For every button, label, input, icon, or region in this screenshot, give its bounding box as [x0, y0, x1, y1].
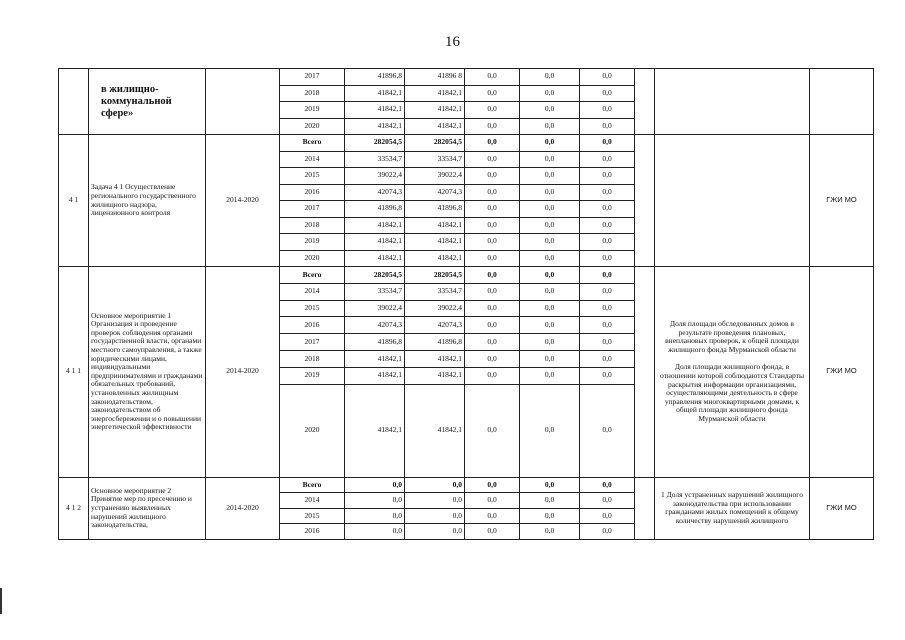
amount-cell: 0,0: [405, 477, 465, 493]
amount-cell: 0,0: [465, 508, 520, 524]
row-code: 4 1: [59, 135, 89, 267]
amount-cell: 41842,1: [405, 234, 465, 251]
amount-cell: 41842,1: [405, 217, 465, 234]
period-cell: 2014-2020: [206, 477, 280, 539]
amount-cell: 39022,4: [345, 300, 405, 317]
amount-cell: 0,0: [520, 317, 580, 334]
amount-cell: 41842,1: [405, 85, 465, 102]
amount-cell: 0,0: [345, 477, 405, 493]
amount-cell: 0,0: [580, 151, 635, 168]
indicator-cell: [655, 267, 810, 478]
amount-cell: 0,0: [520, 217, 580, 234]
amount-cell: 0,0: [580, 201, 635, 218]
amount-cell: 0,0: [465, 367, 520, 384]
table-row: [59, 69, 874, 86]
amount-cell: 0,0: [465, 267, 520, 284]
amount-cell: 0,0: [520, 524, 580, 540]
amount-cell: 0,0: [465, 201, 520, 218]
year-cell: 2017: [280, 201, 345, 218]
period-cell: 2014-2020: [206, 135, 280, 267]
amount-cell: 0,0: [580, 217, 635, 234]
amount-cell: 0,0: [520, 69, 580, 86]
amount-cell: 0,0: [520, 283, 580, 300]
amount-cell: 39022,4: [405, 168, 465, 185]
amount-cell: 41896 8: [405, 69, 465, 86]
amount-cell: 0,0: [520, 334, 580, 351]
amount-cell: 41842,1: [345, 234, 405, 251]
year-cell: 2018: [280, 85, 345, 102]
amount-cell: 0,0: [465, 69, 520, 86]
amount-cell: 0,0: [580, 168, 635, 185]
amount-cell: 41896,8: [345, 69, 405, 86]
amount-cell: 0,0: [465, 168, 520, 185]
amount-cell: 39022,4: [345, 168, 405, 185]
indicator-text: Доля площади обследованных домов в результате проведения плановых, внеплановых проверок, к общей площади жилищного фонда Мурманской области: [665, 319, 799, 354]
year-cell: 2018: [280, 350, 345, 367]
amount-cell: 33534,7: [345, 151, 405, 168]
amount-cell: 41896,8: [345, 201, 405, 218]
task-name: Основное мероприятие 1 Организация и проведение проверок соблюдения органами государственной власти, органами местного самоуправления, а также юридическими лицами, индивидуальными предпринимателями и гражданами обязательных требований, установленных жилищным законодательством, законодательством об энергосбережении и о повышении энергетической эффективности: [89, 267, 206, 478]
amount-cell: 41896,8: [405, 334, 465, 351]
amount-cell: 0,0: [580, 234, 635, 251]
amount-cell: 0,0: [465, 102, 520, 119]
executor-cell: ГЖИ МО: [810, 135, 874, 267]
total-label: Всего: [280, 477, 345, 493]
amount-cell: 41842,1: [345, 102, 405, 119]
amount-cell: 0,0: [520, 85, 580, 102]
row-code: 4 1 1: [59, 267, 89, 478]
amount-cell: 0,0: [520, 384, 580, 477]
year-cell: 2014: [280, 493, 345, 509]
amount-cell: 0,0: [520, 234, 580, 251]
amount-cell: 282054,5: [345, 267, 405, 284]
amount-cell: 41842,1: [405, 102, 465, 119]
year-cell: 2015: [280, 300, 345, 317]
amount-cell: 0,0: [580, 524, 635, 540]
year-cell: 2016: [280, 524, 345, 540]
amount-cell: 282054,5: [405, 135, 465, 152]
executor-cell: ГЖИ МО: [810, 477, 874, 539]
amount-cell: 41842,1: [405, 118, 465, 135]
amount-cell: 41896,8: [405, 201, 465, 218]
amount-cell: 0,0: [520, 102, 580, 119]
amount-cell: 0,0: [580, 477, 635, 493]
amount-cell: 0,0: [520, 267, 580, 284]
amount-cell: 0,0: [580, 135, 635, 152]
year-cell: 2014: [280, 283, 345, 300]
amount-cell: 0,0: [520, 118, 580, 135]
year-cell: 2016: [280, 317, 345, 334]
amount-cell: 0,0: [465, 493, 520, 509]
amount-cell: 0,0: [465, 184, 520, 201]
year-cell: 2014: [280, 151, 345, 168]
amount-cell: 0,0: [580, 184, 635, 201]
amount-cell: 0,0: [465, 384, 520, 477]
amount-cell: 0,0: [465, 524, 520, 540]
table-row: [59, 267, 874, 284]
amount-cell: 0,0: [580, 85, 635, 102]
amount-cell: 0,0: [520, 508, 580, 524]
amount-cell: 0,0: [405, 508, 465, 524]
amount-cell: 0,0: [465, 118, 520, 135]
amount-cell: 41842,1: [345, 384, 405, 477]
amount-cell: 0,0: [580, 334, 635, 351]
year-cell: 2019: [280, 234, 345, 251]
year-cell: 2016: [280, 184, 345, 201]
amount-cell: 0,0: [580, 317, 635, 334]
amount-cell: 41842,1: [345, 350, 405, 367]
amount-cell: 282054,5: [405, 267, 465, 284]
amount-cell: 0,0: [465, 350, 520, 367]
indicator-text: 1 Доля устраненных нарушений жилищного законодательства при использовании гражданами жилых помещений к общему количеству нарушений жилищного: [655, 477, 810, 539]
task-name: Задача 4 1 Осуществление регионального государственного жилищного надзора, лицензионного контроля: [89, 135, 206, 267]
amount-cell: 41842,1: [345, 85, 405, 102]
indicator-text: Доля площади жилищного фонда, в отношении которой соблюдаются Стандарты раскрытия информации организациями, осуществляющими деятельность в сфере управления многоквартирными домами, к общей площади жилищного фонда Мурманской области: [659, 362, 805, 423]
amount-cell: 0,0: [580, 384, 635, 477]
amount-cell: 0,0: [465, 317, 520, 334]
amount-cell: 41842,1: [345, 217, 405, 234]
total-label: Всего: [280, 135, 345, 152]
task-name: Основное мероприятие 2 Принятие мер по пресечению и устранению выявленных нарушений жилищного законодательства,: [89, 477, 206, 539]
amount-cell: 39022,4: [405, 300, 465, 317]
amount-cell: 0,0: [580, 69, 635, 86]
page-number: 16: [445, 34, 460, 50]
amount-cell: 0,0: [580, 508, 635, 524]
amount-cell: 0,0: [465, 283, 520, 300]
amount-cell: 0,0: [520, 135, 580, 152]
amount-cell: 0,0: [520, 477, 580, 493]
amount-cell: 0,0: [465, 300, 520, 317]
year-cell: 2017: [280, 334, 345, 351]
table-row: [59, 135, 874, 152]
amount-cell: 42074,3: [405, 184, 465, 201]
executor-cell: ГЖИ МО: [810, 267, 874, 478]
amount-cell: 0,0: [580, 102, 635, 119]
year-cell: 2019: [280, 102, 345, 119]
amount-cell: 42074,3: [405, 317, 465, 334]
amount-cell: 0,0: [465, 477, 520, 493]
amount-cell: 0,0: [580, 118, 635, 135]
amount-cell: 0,0: [520, 151, 580, 168]
amount-cell: 33534,7: [345, 283, 405, 300]
year-cell: 2020: [280, 384, 345, 477]
amount-cell: 33534,7: [405, 283, 465, 300]
year-cell: 2020: [280, 250, 345, 267]
amount-cell: 0,0: [580, 367, 635, 384]
scan-edge-mark: [0, 588, 2, 614]
amount-cell: 33534,7: [405, 151, 465, 168]
amount-cell: 0,0: [580, 267, 635, 284]
period-cell: 2014-2020: [206, 267, 280, 478]
amount-cell: 0,0: [405, 493, 465, 509]
amount-cell: 0,0: [580, 250, 635, 267]
amount-cell: 0,0: [580, 300, 635, 317]
year-cell: 2017: [280, 69, 345, 86]
amount-cell: 0,0: [580, 283, 635, 300]
amount-cell: 0,0: [465, 151, 520, 168]
amount-cell: 41842,1: [345, 367, 405, 384]
amount-cell: 0,0: [345, 508, 405, 524]
amount-cell: 0,0: [520, 184, 580, 201]
amount-cell: 0,0: [465, 135, 520, 152]
amount-cell: 0,0: [520, 201, 580, 218]
amount-cell: 0,0: [345, 493, 405, 509]
amount-cell: 0,0: [465, 85, 520, 102]
year-cell: 2015: [280, 508, 345, 524]
amount-cell: 41842,1: [345, 118, 405, 135]
amount-cell: 42074,3: [345, 317, 405, 334]
amount-cell: 41896,8: [345, 334, 405, 351]
amount-cell: 41842,1: [405, 367, 465, 384]
row-code: 4 1 2: [59, 477, 89, 539]
amount-cell: 0,0: [405, 524, 465, 540]
measure-name: в жилищно-коммунальной сфере»: [101, 83, 172, 119]
amount-cell: 0,0: [520, 367, 580, 384]
amount-cell: 0,0: [465, 250, 520, 267]
amount-cell: 0,0: [580, 350, 635, 367]
year-cell: 2015: [280, 168, 345, 185]
amount-cell: 0,0: [520, 493, 580, 509]
amount-cell: 41842,1: [345, 250, 405, 267]
amount-cell: 41842,1: [405, 250, 465, 267]
amount-cell: 0,0: [520, 300, 580, 317]
amount-cell: 41842,1: [405, 384, 465, 477]
amount-cell: 0,0: [580, 493, 635, 509]
year-cell: 2018: [280, 217, 345, 234]
year-cell: 2020: [280, 118, 345, 135]
amount-cell: 0,0: [345, 524, 405, 540]
amount-cell: 41842,1: [405, 350, 465, 367]
program-table: [58, 68, 874, 540]
year-cell: 2019: [280, 367, 345, 384]
amount-cell: 0,0: [520, 350, 580, 367]
amount-cell: 282054,5: [345, 135, 405, 152]
amount-cell: 0,0: [465, 217, 520, 234]
total-label: Всего: [280, 267, 345, 284]
amount-cell: 42074,3: [345, 184, 405, 201]
amount-cell: 0,0: [520, 168, 580, 185]
amount-cell: 0,0: [520, 250, 580, 267]
amount-cell: 0,0: [465, 334, 520, 351]
amount-cell: 0,0: [465, 234, 520, 251]
table-row: [59, 477, 874, 493]
